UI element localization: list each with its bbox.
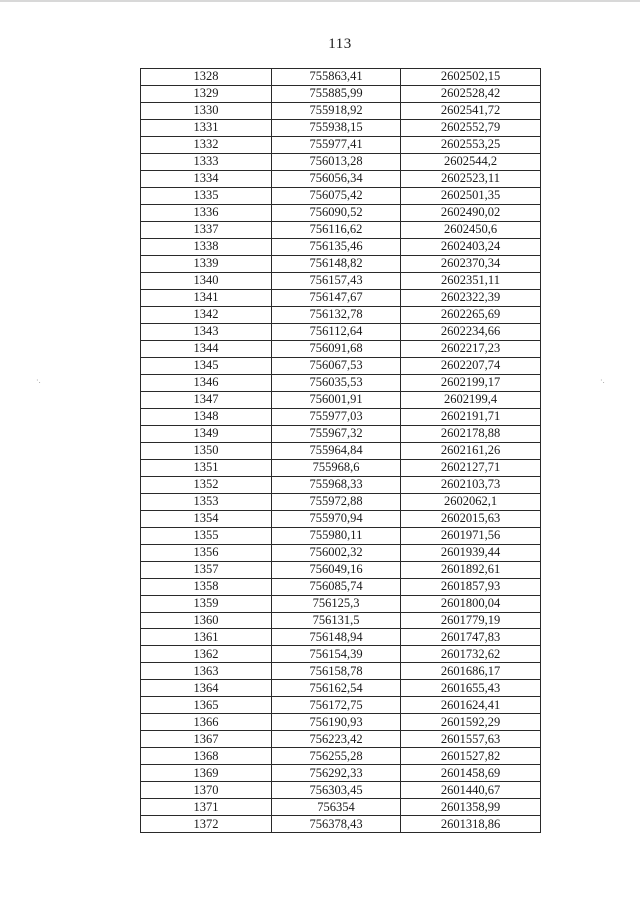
table-row xyxy=(141,612,541,629)
table-row xyxy=(141,663,541,680)
point-number-cell: 1360 xyxy=(141,612,272,629)
x-coordinate-cell: 756131,5 xyxy=(272,612,401,629)
point-number-cell: 1342 xyxy=(141,306,272,323)
x-coordinate-cell: 756132,78 xyxy=(272,306,401,323)
y-coordinate-cell: 2602544,2 xyxy=(401,153,541,170)
y-coordinate-cell: 2601592,29 xyxy=(401,714,541,731)
y-coordinate-cell: 2602370,34 xyxy=(401,255,541,272)
x-coordinate-cell: 756190,93 xyxy=(272,714,401,731)
table-row xyxy=(141,306,541,323)
table-row xyxy=(141,748,541,765)
table-row xyxy=(141,69,541,86)
x-coordinate-cell: 755967,32 xyxy=(272,425,401,442)
table-row xyxy=(141,816,541,833)
x-coordinate-cell: 756354 xyxy=(272,799,401,816)
point-number-cell: 1330 xyxy=(141,102,272,119)
x-coordinate-cell: 756157,43 xyxy=(272,272,401,289)
y-coordinate-cell: 2601800,04 xyxy=(401,595,541,612)
point-number-cell: 1359 xyxy=(141,595,272,612)
point-number-cell: 1331 xyxy=(141,119,272,136)
x-coordinate-cell: 756147,67 xyxy=(272,289,401,306)
table-row xyxy=(141,697,541,714)
y-coordinate-cell: 2601939,44 xyxy=(401,544,541,561)
table-row xyxy=(141,799,541,816)
coordinates-table xyxy=(140,68,541,833)
table-row xyxy=(141,323,541,340)
point-number-cell: 1348 xyxy=(141,408,272,425)
point-number-cell: 1346 xyxy=(141,374,272,391)
table-row xyxy=(141,136,541,153)
y-coordinate-cell: 2602207,74 xyxy=(401,357,541,374)
x-coordinate-cell: 756002,32 xyxy=(272,544,401,561)
x-coordinate-cell: 756378,43 xyxy=(272,816,401,833)
x-coordinate-cell: 756223,42 xyxy=(272,731,401,748)
table-row xyxy=(141,102,541,119)
coordinates-table-body xyxy=(141,69,541,833)
table-row xyxy=(141,255,541,272)
point-number-cell: 1349 xyxy=(141,425,272,442)
y-coordinate-cell: 2602541,72 xyxy=(401,102,541,119)
point-number-cell: 1353 xyxy=(141,493,272,510)
point-number-cell: 1347 xyxy=(141,391,272,408)
x-coordinate-cell: 755918,92 xyxy=(272,102,401,119)
y-coordinate-cell: 2601624,41 xyxy=(401,697,541,714)
y-coordinate-cell: 2602450,6 xyxy=(401,221,541,238)
point-number-cell: 1352 xyxy=(141,476,272,493)
x-coordinate-cell: 755885,99 xyxy=(272,85,401,102)
x-coordinate-cell: 756135,46 xyxy=(272,238,401,255)
point-number-cell: 1333 xyxy=(141,153,272,170)
x-coordinate-cell: 755964,84 xyxy=(272,442,401,459)
y-coordinate-cell: 2602191,71 xyxy=(401,408,541,425)
point-number-cell: 1351 xyxy=(141,459,272,476)
table-row xyxy=(141,595,541,612)
point-number-cell: 1354 xyxy=(141,510,272,527)
table-row xyxy=(141,680,541,697)
x-coordinate-cell: 755968,33 xyxy=(272,476,401,493)
table-row xyxy=(141,187,541,204)
point-number-cell: 1341 xyxy=(141,289,272,306)
point-number-cell: 1336 xyxy=(141,204,272,221)
x-coordinate-cell: 756001,91 xyxy=(272,391,401,408)
x-coordinate-cell: 756125,3 xyxy=(272,595,401,612)
x-coordinate-cell: 756049,16 xyxy=(272,561,401,578)
x-coordinate-cell: 755938,15 xyxy=(272,119,401,136)
x-coordinate-cell: 756303,45 xyxy=(272,782,401,799)
y-coordinate-cell: 2602234,66 xyxy=(401,323,541,340)
y-coordinate-cell: 2601318,86 xyxy=(401,816,541,833)
point-number-cell: 1339 xyxy=(141,255,272,272)
table-row xyxy=(141,493,541,510)
x-coordinate-cell: 756056,34 xyxy=(272,170,401,187)
x-coordinate-cell: 756172,75 xyxy=(272,697,401,714)
y-coordinate-cell: 2602199,4 xyxy=(401,391,541,408)
point-number-cell: 1350 xyxy=(141,442,272,459)
point-number-cell: 1372 xyxy=(141,816,272,833)
point-number-cell: 1329 xyxy=(141,85,272,102)
x-coordinate-cell: 756148,82 xyxy=(272,255,401,272)
y-coordinate-cell: 2602199,17 xyxy=(401,374,541,391)
scan-edge xyxy=(0,0,640,2)
point-number-cell: 1356 xyxy=(141,544,272,561)
x-coordinate-cell: 756075,42 xyxy=(272,187,401,204)
point-number-cell: 1366 xyxy=(141,714,272,731)
table-row xyxy=(141,289,541,306)
y-coordinate-cell: 2601857,93 xyxy=(401,578,541,595)
table-row xyxy=(141,476,541,493)
y-coordinate-cell: 2602490,02 xyxy=(401,204,541,221)
y-coordinate-cell: 2602501,35 xyxy=(401,187,541,204)
x-coordinate-cell: 756035,53 xyxy=(272,374,401,391)
point-number-cell: 1332 xyxy=(141,136,272,153)
table-row xyxy=(141,238,541,255)
point-number-cell: 1365 xyxy=(141,697,272,714)
y-coordinate-cell: 2602015,63 xyxy=(401,510,541,527)
x-coordinate-cell: 756154,39 xyxy=(272,646,401,663)
point-number-cell: 1340 xyxy=(141,272,272,289)
point-number-cell: 1364 xyxy=(141,680,272,697)
table-row xyxy=(141,340,541,357)
scan-speck: ·. xyxy=(36,376,41,385)
y-coordinate-cell: 2602161,26 xyxy=(401,442,541,459)
point-number-cell: 1361 xyxy=(141,629,272,646)
table-row xyxy=(141,272,541,289)
x-coordinate-cell: 755972,88 xyxy=(272,493,401,510)
table-row xyxy=(141,561,541,578)
y-coordinate-cell: 2601440,67 xyxy=(401,782,541,799)
y-coordinate-cell: 2601686,17 xyxy=(401,663,541,680)
point-number-cell: 1368 xyxy=(141,748,272,765)
table-row xyxy=(141,221,541,238)
point-number-cell: 1363 xyxy=(141,663,272,680)
y-coordinate-cell: 2602403,24 xyxy=(401,238,541,255)
table-row xyxy=(141,782,541,799)
table-row xyxy=(141,170,541,187)
point-number-cell: 1371 xyxy=(141,799,272,816)
y-coordinate-cell: 2601655,43 xyxy=(401,680,541,697)
point-number-cell: 1334 xyxy=(141,170,272,187)
table-row xyxy=(141,714,541,731)
table-row xyxy=(141,510,541,527)
point-number-cell: 1357 xyxy=(141,561,272,578)
y-coordinate-cell: 2601358,99 xyxy=(401,799,541,816)
x-coordinate-cell: 755968,6 xyxy=(272,459,401,476)
y-coordinate-cell: 2602502,15 xyxy=(401,69,541,86)
table-row xyxy=(141,629,541,646)
y-coordinate-cell: 2602103,73 xyxy=(401,476,541,493)
point-number-cell: 1338 xyxy=(141,238,272,255)
y-coordinate-cell: 2601458,69 xyxy=(401,765,541,782)
y-coordinate-cell: 2602217,23 xyxy=(401,340,541,357)
x-coordinate-cell: 755863,41 xyxy=(272,69,401,86)
y-coordinate-cell: 2601971,56 xyxy=(401,527,541,544)
x-coordinate-cell: 756292,33 xyxy=(272,765,401,782)
point-number-cell: 1328 xyxy=(141,69,272,86)
table-row xyxy=(141,408,541,425)
point-number-cell: 1355 xyxy=(141,527,272,544)
point-number-cell: 1344 xyxy=(141,340,272,357)
y-coordinate-cell: 2602528,42 xyxy=(401,85,541,102)
table-row xyxy=(141,646,541,663)
point-number-cell: 1335 xyxy=(141,187,272,204)
y-coordinate-cell: 2601732,62 xyxy=(401,646,541,663)
x-coordinate-cell: 756162,54 xyxy=(272,680,401,697)
x-coordinate-cell: 756158,78 xyxy=(272,663,401,680)
y-coordinate-cell: 2602553,25 xyxy=(401,136,541,153)
x-coordinate-cell: 755980,11 xyxy=(272,527,401,544)
x-coordinate-cell: 756091,68 xyxy=(272,340,401,357)
y-coordinate-cell: 2602552,79 xyxy=(401,119,541,136)
point-number-cell: 1345 xyxy=(141,357,272,374)
y-coordinate-cell: 2602523,11 xyxy=(401,170,541,187)
x-coordinate-cell: 756090,52 xyxy=(272,204,401,221)
table-row xyxy=(141,391,541,408)
y-coordinate-cell: 2601527,82 xyxy=(401,748,541,765)
x-coordinate-cell: 755977,03 xyxy=(272,408,401,425)
x-coordinate-cell: 756148,94 xyxy=(272,629,401,646)
y-coordinate-cell: 2601779,19 xyxy=(401,612,541,629)
table-row xyxy=(141,578,541,595)
point-number-cell: 1367 xyxy=(141,731,272,748)
table-row xyxy=(141,765,541,782)
x-coordinate-cell: 756013,28 xyxy=(272,153,401,170)
y-coordinate-cell: 2601892,61 xyxy=(401,561,541,578)
y-coordinate-cell: 2602265,69 xyxy=(401,306,541,323)
table-row xyxy=(141,731,541,748)
point-number-cell: 1337 xyxy=(141,221,272,238)
y-coordinate-cell: 2601557,63 xyxy=(401,731,541,748)
y-coordinate-cell: 2601747,83 xyxy=(401,629,541,646)
y-coordinate-cell: 2602178,88 xyxy=(401,425,541,442)
table-row xyxy=(141,357,541,374)
point-number-cell: 1370 xyxy=(141,782,272,799)
y-coordinate-cell: 2602062,1 xyxy=(401,493,541,510)
x-coordinate-cell: 756085,74 xyxy=(272,578,401,595)
table-row xyxy=(141,204,541,221)
x-coordinate-cell: 756067,53 xyxy=(272,357,401,374)
table-row xyxy=(141,85,541,102)
y-coordinate-cell: 2602351,11 xyxy=(401,272,541,289)
x-coordinate-cell: 755977,41 xyxy=(272,136,401,153)
point-number-cell: 1362 xyxy=(141,646,272,663)
x-coordinate-cell: 755970,94 xyxy=(272,510,401,527)
table-row xyxy=(141,527,541,544)
point-number-cell: 1358 xyxy=(141,578,272,595)
table-row xyxy=(141,374,541,391)
point-number-cell: 1369 xyxy=(141,765,272,782)
y-coordinate-cell: 2602127,71 xyxy=(401,459,541,476)
y-coordinate-cell: 2602322,39 xyxy=(401,289,541,306)
page-number: 113 xyxy=(328,36,352,52)
x-coordinate-cell: 756112,64 xyxy=(272,323,401,340)
table-row xyxy=(141,544,541,561)
table-row xyxy=(141,459,541,476)
x-coordinate-cell: 756116,62 xyxy=(272,221,401,238)
x-coordinate-cell: 756255,28 xyxy=(272,748,401,765)
scan-speck: ·. xyxy=(600,376,605,385)
point-number-cell: 1343 xyxy=(141,323,272,340)
table-row xyxy=(141,442,541,459)
table-row xyxy=(141,425,541,442)
table-row xyxy=(141,153,541,170)
table-row xyxy=(141,119,541,136)
